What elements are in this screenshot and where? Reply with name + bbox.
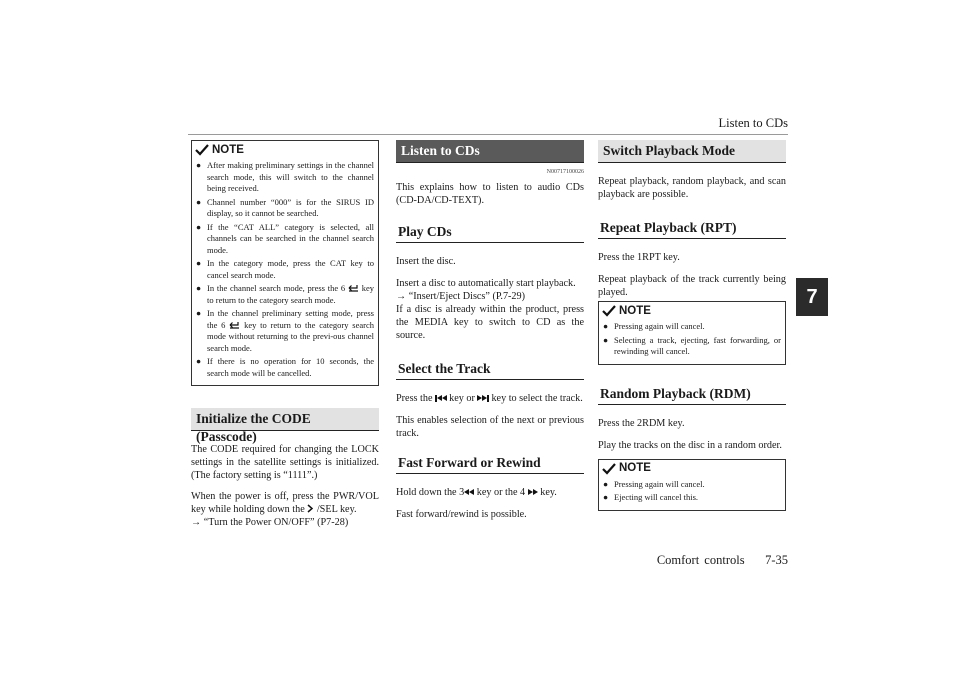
bullet-icon: ●	[196, 258, 202, 268]
note-item: ● Pressing again will cancel.	[603, 478, 705, 489]
note-item: ● If the “CAT ALL” category is selected, all channels can be searched in the channel search mode.	[196, 221, 374, 255]
section-title-listen-to-cds: Listen to CDs	[396, 140, 584, 163]
bullet-icon: ●	[603, 478, 609, 489]
bullet-icon: ●	[603, 492, 609, 502]
paragraph: Repeat playback, random playback, and scan playback are possible.	[598, 176, 786, 200]
note-check-icon	[195, 144, 209, 156]
subsection-title-fast-forward-rewind: Fast Forward or Rewind	[396, 452, 584, 474]
note-label: NOTE	[619, 304, 651, 317]
rewind-icon	[464, 487, 474, 498]
next-track-icon	[477, 393, 489, 404]
note-item: ● Ejecting will cancel this.	[603, 492, 699, 502]
bullet-icon: ●	[196, 356, 202, 366]
note-item: ● Pressing again will cancel.	[603, 321, 705, 331]
previous-track-icon	[435, 393, 447, 404]
paragraph: When the power is off, press the PWR/VOL key while holding down the /SEL key.	[191, 491, 379, 515]
paragraph: Play the tracks on the disc in a random order.	[598, 439, 782, 451]
note-item: ● If there is no operation for 10 seconds, the search mode will be cancelled.	[196, 356, 374, 378]
page-header-title: Listen to CDs	[718, 116, 788, 130]
paragraph: Insert a disc to automatically start playback.	[396, 278, 576, 289]
note-header	[192, 141, 378, 159]
right-column	[598, 140, 786, 511]
note-box	[598, 301, 786, 365]
page-footer	[657, 553, 788, 568]
note-item: ● In the channel search mode, press the 6 key to return to the category search mode.	[196, 283, 375, 305]
paragraph: Insert the disc.	[396, 256, 456, 267]
footer-page-number: 7-35	[765, 553, 788, 567]
paragraph: Hold down the 3 key or the 4 key.	[396, 487, 557, 498]
note-item: ● In the channel preliminary setting mode, press the 6 key to return to the category search mode without returning to the previ-ous channel search mode.	[196, 308, 375, 353]
chevron-right-icon	[307, 504, 314, 513]
return-arrow-icon	[348, 284, 359, 292]
paragraph: The CODE required for changing the LOCK settings in the satellite settings is initialized. (The factory setting is “1111”.)	[191, 444, 379, 481]
bullet-icon: ●	[196, 160, 202, 170]
bullet-icon: ●	[196, 196, 202, 207]
note-check-icon	[602, 305, 616, 317]
left-column	[191, 140, 379, 529]
header-rule	[188, 134, 788, 135]
paragraph: Press the key or key to select the track.	[396, 393, 583, 404]
note-label: NOTE	[619, 462, 651, 474]
footer-section: Comfort controls	[656, 553, 745, 567]
note-item: ● After making preliminary settings in the channel search mode, this will switch to the channel being received.	[196, 160, 374, 193]
note-header	[599, 460, 785, 478]
document-code: N00717100026	[546, 169, 584, 175]
subsection-title-random-playback: Random Playback (RDM)	[598, 383, 786, 405]
subsection-title-select-track: Select the Track	[396, 358, 584, 380]
note-box	[598, 459, 786, 511]
note-check-icon	[602, 463, 616, 475]
fast-forward-icon	[528, 487, 538, 498]
section-title-initialize-code: Initialize the CODE (Passcode)	[191, 408, 379, 431]
bullet-icon: ●	[196, 221, 202, 232]
paragraph: Repeat playback of the track currently being played.	[598, 274, 786, 298]
bullet-icon: ●	[603, 334, 609, 345]
note-item: ● Channel number “000” is for the SIRUS ID display, so it cannot be searched.	[196, 196, 374, 218]
chapter-tab: 7	[796, 278, 828, 316]
bullet-icon: ●	[196, 283, 202, 293]
cross-reference: → “Insert/Eject Discs” (P.7-29)	[396, 291, 526, 302]
note-header	[599, 302, 785, 320]
paragraph: Press the 2RDM key.	[598, 417, 685, 429]
return-arrow-icon	[229, 321, 240, 329]
subsection-title-play-cds: Play CDs	[396, 221, 584, 243]
cross-reference: → “Turn the Power ON/OFF” (P7-28)	[191, 517, 349, 528]
section-title-switch-playback-mode: Switch Playback Mode	[598, 140, 786, 163]
note-box	[191, 140, 379, 386]
note-item: ● Selecting a track, ejecting, fast forwarding, or rewinding will cancel.	[603, 334, 781, 356]
paragraph: Press the 1RPT key.	[598, 252, 680, 263]
bullet-icon: ●	[603, 321, 609, 331]
paragraph: This enables selection of the next or previous track.	[396, 415, 584, 439]
subsection-title-repeat-playback: Repeat Playback (RPT)	[598, 217, 786, 239]
bullet-icon: ●	[196, 308, 202, 318]
paragraph: This explains how to listen to audio CDs (CD-DA/CD-TEXT).	[396, 182, 584, 206]
middle-column	[396, 140, 584, 521]
paragraph: Fast forward/rewind is possible.	[396, 509, 527, 520]
note-label: NOTE	[212, 143, 244, 156]
paragraph: If a disc is already within the product, press the MEDIA key to switch to CD as the source.	[396, 304, 584, 341]
note-item: ● In the category mode, press the CAT key to cancel search mode.	[196, 258, 374, 280]
